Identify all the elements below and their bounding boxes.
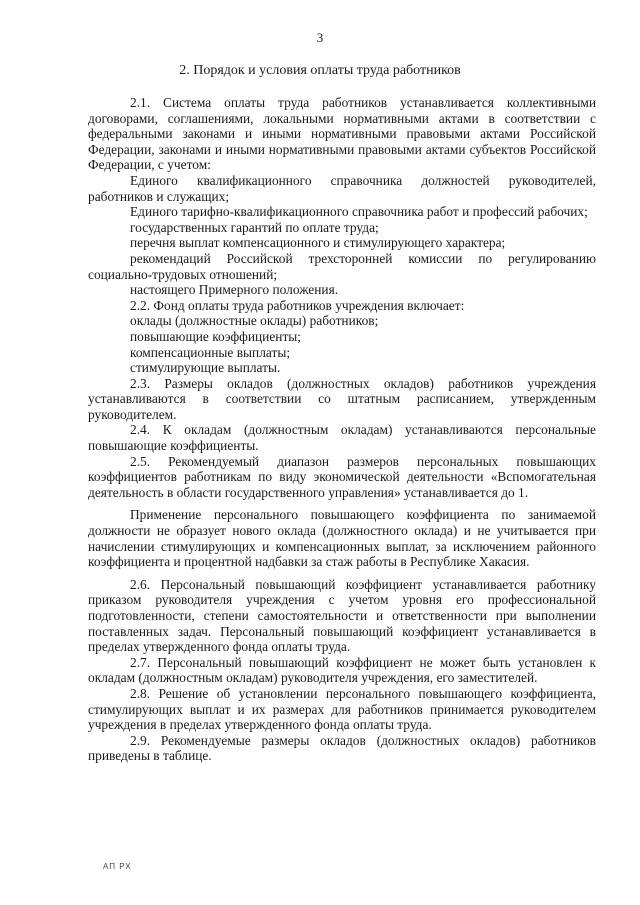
paragraph: 2.2. Фонд оплаты труда работников учреждения включает:: [130, 297, 465, 313]
paragraph: 2.4. К окладам (должностным окладам) устанавливаются персональные повышающие коэффициенты.: [88, 422, 596, 454]
paragraph: рекомендаций Российской трехсторонней комиссии по регулированию социально-трудовых отношений;: [88, 250, 596, 282]
paragraph: 2.7. Персональный повышающий коэффициент не может быть установлен к окладам (должностным окладам) руководителя учреждения, его заместителей.: [88, 654, 596, 686]
paragraph: 2.6. Персональный повышающий коэффициент устанавливается работнику приказом руководителя учреждения с учетом уровня его профессиональной подготовленности, степени самостоятельности и ответственности при выполнении поставленных задач. Персональный повышающий коэффициент устанавливается в пределах утвержденного фонда оплаты труда.: [88, 576, 596, 655]
paragraph: государственных гарантий по оплате труда;: [130, 219, 379, 235]
paragraph: оклады (должностные оклады) работников;: [130, 313, 379, 329]
footer-mark: АП РХ: [103, 862, 132, 871]
paragraph: 2.3. Размеры окладов (должностных окладов) работников учреждения устанавливаются в соответствии со штатным расписанием, утвержденным руководителем.: [88, 375, 596, 422]
paragraph: 2.9. Рекомендуемые размеры окладов (должностных окладов) работников приведены в таблице.: [88, 732, 596, 764]
paragraph: перечня выплат компенсационного и стимулирующего характера;: [130, 235, 506, 251]
paragraph: Применение персонального повышающего коэффициента по занимаемой должности не образует нового оклада (должностного оклада) и не учитывается при начислении стимулирующих и компенсационных выплат, за исключением районного коэффициента и процентной надбавки за стаж работы в Республике Хакасия.: [88, 507, 596, 570]
page-number: 3: [316, 30, 324, 45]
paragraph: 2.5. Рекомендуемый диапазон размеров персональных повышающих коэффициентов работникам по виду экономической деятельности «Вспомогательная деятельность в области государственного управления» устанавливается до 1.: [88, 453, 596, 500]
paragraph: 2.8. Решение об установлении персонального повышающего коэффициента, стимулирующих выплат и их размерах для работников принимается руководителем учреждения в пределах утвержденного фонда оплаты труда.: [88, 685, 596, 733]
section-title: 2. Порядок и условия оплаты труда работников: [179, 63, 461, 78]
paragraph: компенсационные выплаты;: [130, 344, 291, 360]
paragraph: настоящего Примерного положения.: [130, 282, 339, 298]
paragraph: повышающие коэффициенты;: [130, 328, 302, 344]
paragraph: 2.1. Система оплаты труда работников устанавливается коллективными договорами, соглашениями, локальными нормативными актами в соответствии с федеральными законами и иными нормативными правовыми актами Российской Федерации, законами и иными нормативными правовыми актами субъектов Российской Федерации, с учетом:: [88, 95, 596, 173]
paragraph: Единого квалификационного справочника должностей руководителей, работников и служащих;: [88, 172, 596, 204]
paragraph: Единого тарифно-квалификационного справочника работ и профессий рабочих;: [130, 204, 588, 220]
document-body: [88, 95, 596, 764]
paragraph: стимулирующие выплаты.: [130, 360, 281, 376]
